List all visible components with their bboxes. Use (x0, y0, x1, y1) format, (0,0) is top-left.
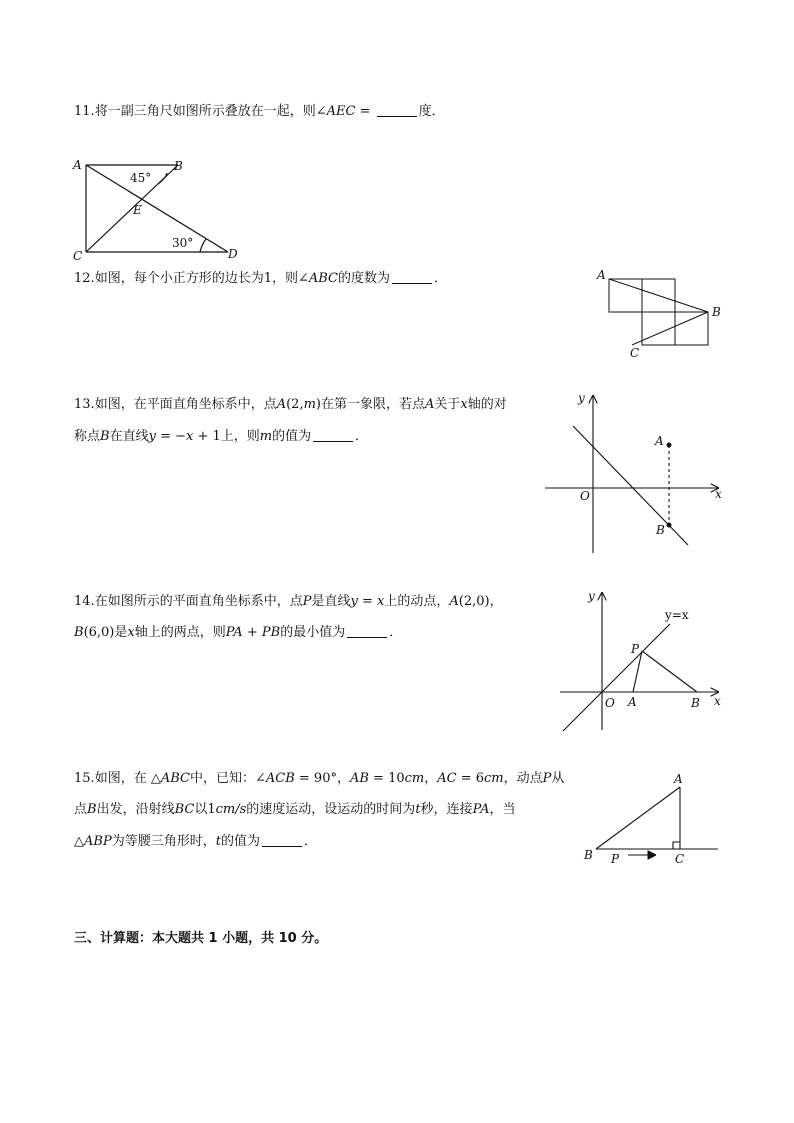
q13-number: 13. (74, 397, 95, 412)
q15-figure (580, 770, 725, 870)
q12-label-b: B (712, 305, 721, 319)
q14-label-o: O (605, 696, 615, 710)
q14-blank[interactable] (347, 625, 387, 638)
q11-label-c: C (73, 249, 83, 263)
q11-arc-45 (158, 173, 167, 184)
q14-label-p: P (631, 642, 640, 656)
q15-line-ab (596, 787, 680, 849)
q11-label-b: B (174, 159, 183, 173)
q12-text: 12.如图，每个小正方形的边长为1，则∠ABC的度数为 ． (74, 271, 448, 286)
q13-label-a: A (655, 434, 664, 448)
q15-label-c: C (675, 852, 685, 866)
q13-label-b: B (656, 523, 665, 537)
q14-line2: B(6,0)是x轴上的两点，则PA + PB的最小值为 ． (74, 625, 403, 640)
q15-line3: △ABP为等腰三角形时，t的值为 ． (74, 834, 317, 849)
q13-label-x: x (715, 487, 722, 501)
q13-point-a (667, 443, 672, 448)
q12-number: 12. (74, 271, 95, 286)
q12-line-ab (609, 279, 708, 312)
q15-line2: 点B出发，沿射线BC以1cm/s的速度运动，设运动的时间为t秒，连接PA，当 (74, 802, 516, 817)
q14-label-x: x (714, 694, 721, 708)
q12-line-bc (632, 312, 708, 345)
q13-label-y: y (578, 391, 585, 405)
q15-right-angle-mark (673, 842, 680, 849)
q15-number: 15. (74, 771, 95, 786)
q12-label-c: C (630, 346, 640, 360)
q14-label-yx: y=x (665, 608, 689, 622)
q15-line1: 15.如图，在 △ABC中，已知：∠ACB = 90°，AB = 10cm，AC = 6cm，动点P从 (74, 771, 565, 786)
q14-label-y: y (588, 589, 595, 603)
q13-line1: 13.如图，在平面直角坐标系中，点A(2,m)在第一象限，若点A关于x轴的对 (74, 397, 507, 412)
q11-line-ad (86, 165, 228, 252)
q14-figure (555, 585, 730, 735)
q15-label-p: P (611, 852, 620, 866)
q11-label-d: D (228, 247, 238, 261)
q14-line-pb (642, 651, 697, 692)
q11-blank[interactable] (377, 104, 417, 117)
q13-point-b (667, 523, 672, 528)
q14-line1: 14.在如图所示的平面直角坐标系中，点P是直线y = x上的动点，A(2,0)， (74, 594, 503, 609)
q12-square (675, 312, 708, 345)
q14-line-y-eq-x (563, 624, 670, 731)
q15-label-a: A (674, 772, 683, 786)
q12-square (609, 279, 642, 312)
q12-label-a: A (597, 268, 606, 282)
q12-figure (592, 264, 727, 364)
q12-blank[interactable] (392, 271, 432, 284)
q15-blank[interactable] (262, 834, 302, 847)
section3-heading: 三、计算题：本大题共 1 小题，共 10 分。 (74, 931, 328, 946)
q13-line2: 称点B在直线y = −x + 1上，则m的值为 ． (74, 429, 369, 444)
q13-label-o: O (580, 489, 590, 503)
q11-arc-30 (200, 239, 206, 252)
q15-label-b: B (584, 848, 593, 862)
q11-angle-30: 30° (172, 236, 194, 250)
q11-figure (68, 150, 248, 265)
q14-number: 14. (74, 594, 95, 609)
q13-figure (540, 388, 730, 558)
q11-number: 11. (74, 104, 95, 119)
q11-text: 11.将一副三角尺如图所示叠放在一起，则∠AEC = 度． (74, 104, 445, 119)
q11-label-e: E (133, 203, 142, 217)
q14-label-a: A (628, 695, 637, 709)
q13-blank[interactable] (313, 429, 353, 442)
q11-label-a: A (73, 158, 82, 172)
q11-angle-45: 45° (130, 171, 152, 185)
q14-label-b: B (691, 696, 700, 710)
